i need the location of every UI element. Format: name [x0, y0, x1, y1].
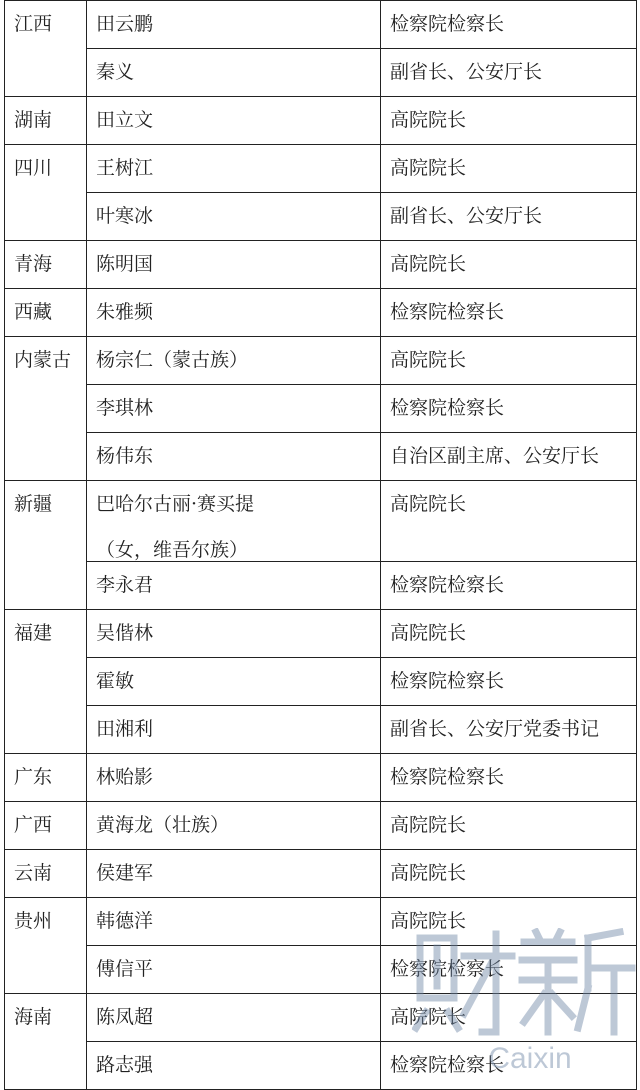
official-position-cell: 自治区副主席、公安厅长 — [381, 433, 637, 481]
table-row — [5, 289, 637, 337]
official-name-line2: （女，维吾尔族） — [96, 539, 249, 561]
official-position-cell: 副省长、公安厅长 — [381, 49, 637, 97]
official-position-cell: 高院院长 — [381, 241, 637, 289]
official-name-cell — [87, 289, 381, 337]
official-name: 陈凤超 — [96, 1006, 154, 1028]
official-name: 巴哈尔古丽·赛买提 — [96, 493, 255, 515]
table-row — [5, 706, 637, 754]
official-name-cell — [87, 241, 381, 289]
official-name-cell — [87, 562, 381, 610]
official-name: 杨伟东 — [96, 445, 154, 467]
official-name-cell — [87, 754, 381, 802]
official-name: 叶寒冰 — [96, 205, 154, 227]
province-cell: 青海 — [5, 241, 87, 289]
table-row — [5, 145, 637, 193]
official-name-cell — [87, 385, 381, 433]
province-cell: 新疆 — [5, 481, 87, 610]
official-position-cell: 高院院长 — [381, 802, 637, 850]
official-position-cell: 副省长、公安厅党委书记 — [381, 706, 637, 754]
official-name: 秦义 — [96, 61, 135, 83]
official-name: 韩德洋 — [96, 910, 154, 932]
province-cell: 海南 — [5, 994, 87, 1090]
table-row — [5, 610, 637, 658]
official-name-cell — [87, 946, 381, 994]
official-position-cell: 高院院长 — [381, 481, 637, 562]
official-name-cell — [87, 610, 381, 658]
official-name-cell — [87, 481, 381, 562]
official-name-cell — [87, 145, 381, 193]
province-cell: 西藏 — [5, 289, 87, 337]
official-position-cell: 检察院检察长 — [381, 946, 637, 994]
table-row — [5, 337, 637, 385]
official-name-cell — [87, 193, 381, 241]
official-name-cell — [87, 49, 381, 97]
official-name: 吴偕林 — [96, 622, 154, 644]
official-name: 陈明国 — [96, 253, 154, 275]
official-position-cell: 检察院检察长 — [381, 1, 637, 49]
official-name: 霍敏 — [96, 670, 135, 692]
official-name: 黄海龙（壮族） — [96, 814, 230, 836]
table-row — [5, 49, 637, 97]
official-name: 侯建军 — [96, 862, 154, 884]
province-cell: 四川 — [5, 145, 87, 241]
official-position-cell: 检察院检察长 — [381, 385, 637, 433]
official-position-cell: 检察院检察长 — [381, 289, 637, 337]
table-row — [5, 850, 637, 898]
table-row — [5, 562, 637, 610]
official-name: 田湘利 — [96, 718, 154, 740]
official-position-cell: 高院院长 — [381, 97, 637, 145]
province-cell: 广东 — [5, 754, 87, 802]
official-name: 田立文 — [96, 109, 154, 131]
table-row — [5, 481, 637, 562]
official-name-cell — [87, 706, 381, 754]
official-name-cell — [87, 850, 381, 898]
official-position-cell: 高院院长 — [381, 898, 637, 946]
official-name-cell — [87, 1042, 381, 1090]
official-name: 李琪林 — [96, 397, 154, 419]
official-position-cell: 高院院长 — [381, 610, 637, 658]
official-name-cell — [87, 433, 381, 481]
table-row — [5, 433, 637, 481]
official-position-cell: 高院院长 — [381, 850, 637, 898]
official-position-cell: 检察院检察长 — [381, 754, 637, 802]
official-name-cell — [87, 802, 381, 850]
table-row — [5, 97, 637, 145]
table-row — [5, 193, 637, 241]
province-cell: 江西 — [5, 1, 87, 97]
table-row — [5, 754, 637, 802]
official-name-cell — [87, 1, 381, 49]
province-cell: 云南 — [5, 850, 87, 898]
province-cell: 福建 — [5, 610, 87, 754]
official-position-cell: 检察院检察长 — [381, 562, 637, 610]
watermark-brand-text: Caixin — [488, 1042, 572, 1075]
table-row — [5, 658, 637, 706]
officials-table-body — [5, 1, 637, 1090]
official-name-cell — [87, 337, 381, 385]
province-cell: 湖南 — [5, 97, 87, 145]
official-name-cell — [87, 658, 381, 706]
official-name: 田云鹏 — [96, 13, 154, 35]
table-row — [5, 802, 637, 850]
province-cell: 贵州 — [5, 898, 87, 994]
official-position-cell: 检察院检察长 — [381, 658, 637, 706]
official-name-cell — [87, 97, 381, 145]
official-name: 傅信平 — [96, 958, 154, 980]
table-row — [5, 385, 637, 433]
official-name: 李永君 — [96, 574, 154, 596]
official-name: 朱雅频 — [96, 301, 154, 323]
official-name-cell — [87, 994, 381, 1042]
official-position-cell: 高院院长 — [381, 145, 637, 193]
province-cell: 内蒙古 — [5, 337, 87, 481]
official-name: 林贻影 — [96, 766, 154, 788]
official-name: 王树江 — [96, 157, 154, 179]
official-name: 路志强 — [96, 1054, 154, 1076]
official-position-cell: 副省长、公安厅长 — [381, 193, 637, 241]
officials-table — [4, 0, 637, 1090]
official-position-cell: 高院院长 — [381, 994, 637, 1042]
official-position-cell: 检察院检察长 — [381, 1042, 637, 1090]
province-cell: 广西 — [5, 802, 87, 850]
official-name-cell — [87, 898, 381, 946]
official-position-cell: 高院院长 — [381, 337, 637, 385]
caixin-watermark — [412, 928, 638, 1078]
table-row — [5, 241, 637, 289]
official-name: 杨宗仁（蒙古族） — [96, 349, 249, 371]
table-row — [5, 1, 637, 49]
